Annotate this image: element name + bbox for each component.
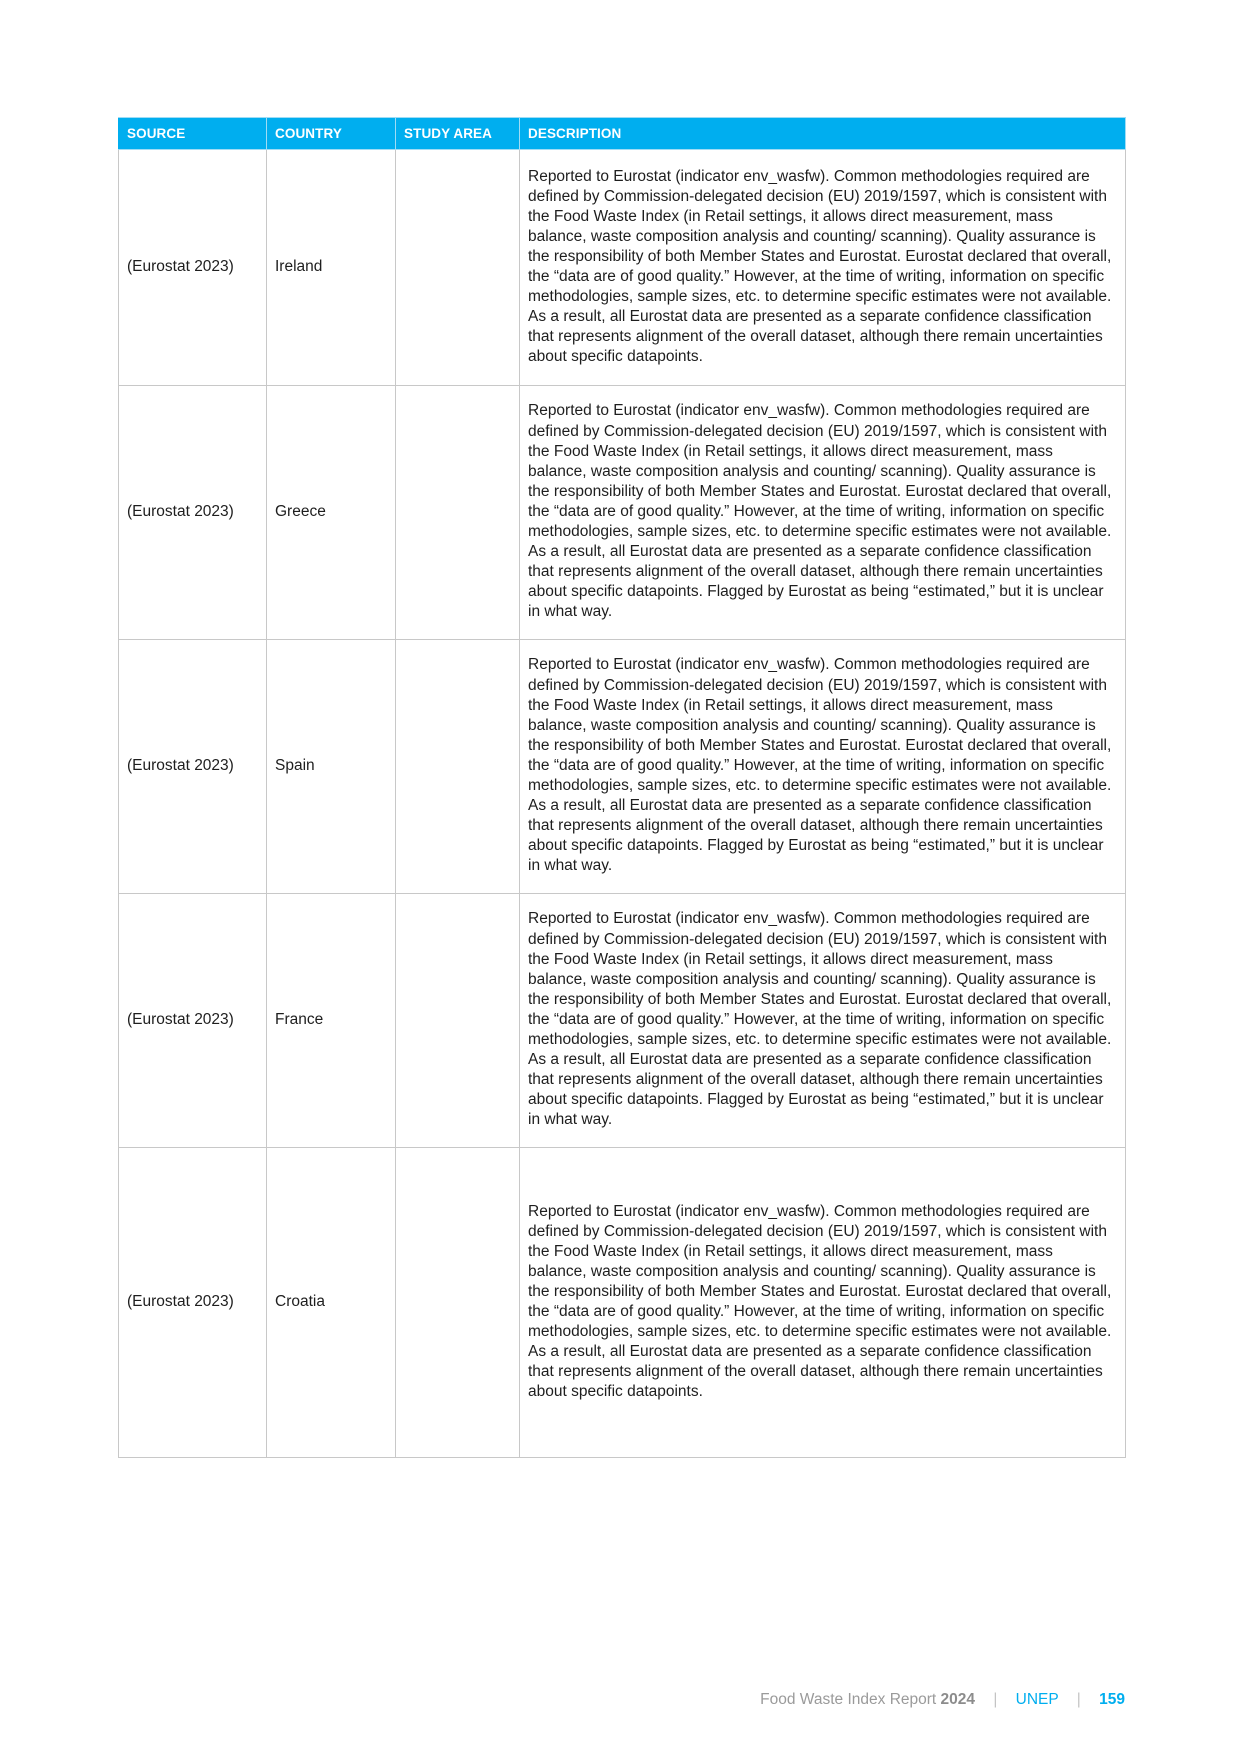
country-cell: Ireland [267, 150, 396, 386]
table-row [119, 894, 1126, 1148]
table-row [119, 386, 1126, 640]
description-cell: Reported to Eurostat (indicator env_wasfw). Common methodologies required are defined by Commission-delegated decision (EU) 2019/1597, which is consistent with the Food Waste Index (in Retail settings, it allows direct measurement, mass balance, waste composition analysis and counting/ scanning). Quality assurance is the responsibility of both Member States and Eurostat. Eurostat declared that overall, the “data are of good quality.” However, at the time of writing, information on specific methodologies, sample sizes, etc. to determine specific estimates were not available. As a result, all Eurostat data are presented as a separate confidence classification that represents alignment of the overall dataset, although there remain uncertainties about specific datapoints. Flagged by Eurostat as being “estimated,” but it is unclear in what way. [520, 386, 1126, 640]
study-area-cell [396, 150, 520, 386]
table-body [119, 150, 1126, 1458]
table-row [119, 1148, 1126, 1458]
source-cell: (Eurostat 2023) [119, 1148, 267, 1458]
source-cell: (Eurostat 2023) [119, 640, 267, 894]
study-area-cell [396, 386, 520, 640]
footer-separator: | [1076, 1691, 1081, 1708]
study-area-cell [396, 1148, 520, 1458]
country-cell: Greece [267, 386, 396, 640]
header-country: COUNTRY [267, 118, 396, 150]
study-area-cell [396, 640, 520, 894]
header-description: DESCRIPTION [520, 118, 1126, 150]
header-source: SOURCE [119, 118, 267, 150]
description-cell: Reported to Eurostat (indicator env_wasfw). Common methodologies required are defined by Commission-delegated decision (EU) 2019/1597, which is consistent with the Food Waste Index (in Retail settings, it allows direct measurement, mass balance, waste composition analysis and counting/ scanning). Quality assurance is the responsibility of both Member States and Eurostat. Eurostat declared that overall, the “data are of good quality.” However, at the time of writing, information on specific methodologies, sample sizes, etc. to determine specific estimates were not available. As a result, all Eurostat data are presented as a separate confidence classification that represents alignment of the overall dataset, although there remain uncertainties about specific datapoints. [520, 150, 1126, 386]
page-number: 159 [1099, 1691, 1125, 1708]
description-cell: Reported to Eurostat (indicator env_wasfw). Common methodologies required are defined by Commission-delegated decision (EU) 2019/1597, which is consistent with the Food Waste Index (in Retail settings, it allows direct measurement, mass balance, waste composition analysis and counting/ scanning). Quality assurance is the responsibility of both Member States and Eurostat. Eurostat declared that overall, the “data are of good quality.” However, at the time of writing, information on specific methodologies, sample sizes, etc. to determine specific estimates were not available. As a result, all Eurostat data are presented as a separate confidence classification that represents alignment of the overall dataset, although there remain uncertainties about specific datapoints. Flagged by Eurostat as being “estimated,” but it is unclear in what way. [520, 894, 1126, 1148]
header-row [119, 118, 1126, 150]
source-cell: (Eurostat 2023) [119, 894, 267, 1148]
header-study-area: STUDY AREA [396, 118, 520, 150]
sources-table [118, 117, 1126, 1458]
table-row [119, 150, 1126, 386]
country-cell: France [267, 894, 396, 1148]
source-cell: (Eurostat 2023) [119, 150, 267, 386]
table-header [119, 118, 1126, 150]
page-footer [760, 1691, 1125, 1709]
organization-name: UNEP [1015, 1691, 1059, 1708]
footer-separator: | [993, 1691, 998, 1708]
table-row [119, 640, 1126, 894]
description-cell: Reported to Eurostat (indicator env_wasfw). Common methodologies required are defined by Commission-delegated decision (EU) 2019/1597, which is consistent with the Food Waste Index (in Retail settings, it allows direct measurement, mass balance, waste composition analysis and counting/ scanning). Quality assurance is the responsibility of both Member States and Eurostat. Eurostat declared that overall, the “data are of good quality.” However, at the time of writing, information on specific methodologies, sample sizes, etc. to determine specific estimates were not available. As a result, all Eurostat data are presented as a separate confidence classification that represents alignment of the overall dataset, although there remain uncertainties about specific datapoints. [520, 1148, 1126, 1458]
source-cell: (Eurostat 2023) [119, 386, 267, 640]
report-title: Food Waste Index Report [760, 1691, 937, 1708]
study-area-cell [396, 894, 520, 1148]
country-cell: Spain [267, 640, 396, 894]
description-cell: Reported to Eurostat (indicator env_wasfw). Common methodologies required are defined by Commission-delegated decision (EU) 2019/1597, which is consistent with the Food Waste Index (in Retail settings, it allows direct measurement, mass balance, waste composition analysis and counting/ scanning). Quality assurance is the responsibility of both Member States and Eurostat. Eurostat declared that overall, the “data are of good quality.” However, at the time of writing, information on specific methodologies, sample sizes, etc. to determine specific estimates were not available. As a result, all Eurostat data are presented as a separate confidence classification that represents alignment of the overall dataset, although there remain uncertainties about specific datapoints. Flagged by Eurostat as being “estimated,” but it is unclear in what way. [520, 640, 1126, 894]
country-cell: Croatia [267, 1148, 396, 1458]
report-year: 2024 [940, 1691, 976, 1708]
